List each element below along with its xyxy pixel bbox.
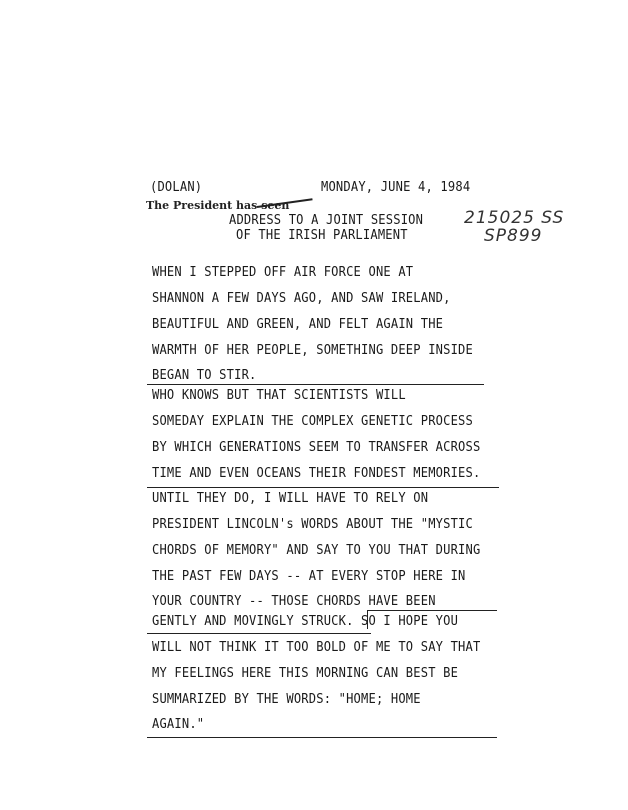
body-line: WILL NOT THINK IT TOO BOLD OF ME TO SAY THAT: [152, 640, 481, 655]
paragraph-break-rule: [147, 384, 484, 385]
title-line-2: OF THE IRISH PARLIAMENT: [236, 228, 408, 243]
president-seen-stamp: The President has seen: [146, 199, 290, 212]
body-line: YOUR COUNTRY -- THOSE CHORDS HAVE BEEN: [152, 594, 436, 609]
body-line: THE PAST FEW DAYS -- AT EVERY STOP HERE IN: [152, 569, 466, 584]
body-line: AGAIN.": [152, 717, 205, 732]
title-line-1: ADDRESS TO A JOINT SESSION: [229, 213, 424, 228]
body-line: BEAUTIFUL AND GREEN, AND FELT AGAIN THE: [152, 317, 444, 332]
author-initials: (DOLAN): [150, 180, 203, 195]
body-line: GENTLY AND MOVINGLY STRUCK. SO I HOPE YOU: [152, 614, 459, 629]
body-line: CHORDS OF MEMORY" AND SAY TO YOU THAT DURING: [152, 543, 481, 558]
body-line: SUMMARIZED BY THE WORDS: "HOME; HOME: [152, 692, 421, 707]
body-line: MY FEELINGS HERE THIS MORNING CAN BEST BE: [152, 666, 459, 681]
body-line: UNTIL THEY DO, I WILL HAVE TO RELY ON: [152, 491, 429, 506]
paragraph-break-bracket: [367, 611, 368, 629]
body-line: WHO KNOWS BUT THAT SCIENTISTS WILL: [152, 388, 406, 403]
paragraph-break-rule: [147, 487, 499, 488]
handwritten-speech-code: SP899: [484, 226, 543, 246]
paragraph-break-rule: [147, 633, 371, 634]
body-line: WHEN I STEPPED OFF AIR FORCE ONE AT: [152, 265, 414, 280]
paragraph-break-rule: [367, 610, 497, 611]
body-line: PRESIDENT LINCOLN's WORDS ABOUT THE "MYSTIC: [152, 517, 473, 532]
document-date: MONDAY, JUNE 4, 1984: [321, 180, 471, 195]
paragraph-break-rule: [147, 737, 497, 738]
body-line: SOMEDAY EXPLAIN THE COMPLEX GENETIC PROCESS: [152, 414, 473, 429]
body-line: BEGAN TO STIR.: [152, 368, 257, 383]
body-line: TIME AND EVEN OCEANS THEIR FONDEST MEMORIES.: [152, 466, 481, 481]
handwritten-file-code: 215025 SS: [464, 208, 565, 228]
body-line: BY WHICH GENERATIONS SEEM TO TRANSFER ACROSS: [152, 440, 481, 455]
body-line: WARMTH OF HER PEOPLE, SOMETHING DEEP INSIDE: [152, 343, 473, 358]
body-line: SHANNON A FEW DAYS AGO, AND SAW IRELAND,: [152, 291, 451, 306]
